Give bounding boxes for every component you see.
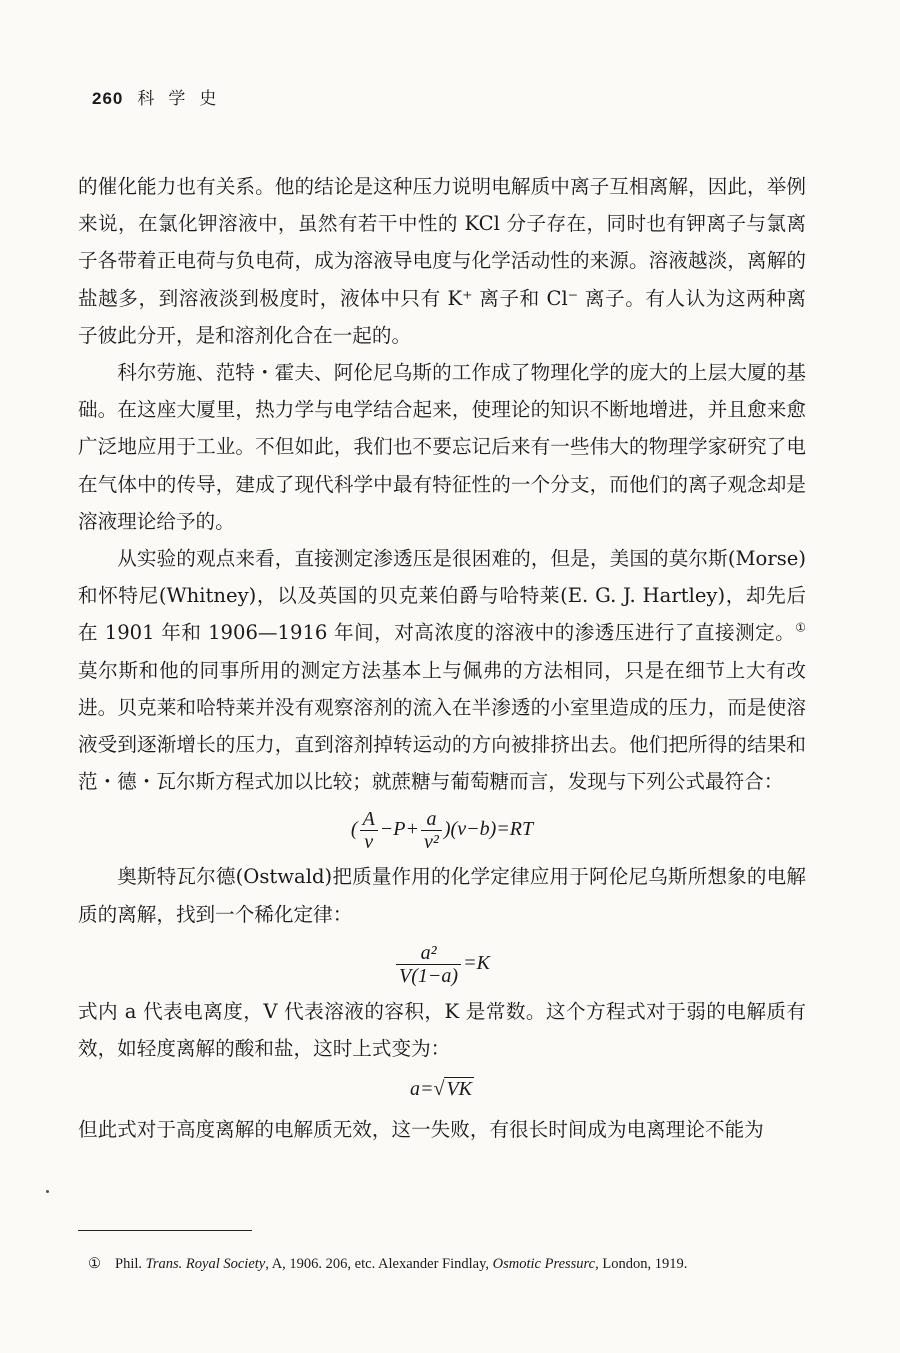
formula1-frac-b-den: v² bbox=[424, 831, 439, 854]
paragraph-2: 科尔劳施、范特・霍夫、阿伦尼乌斯的工作成了物理化学的庞大的上层大厦的基础。在这座大厦里，热力学与电学结合起来，使理论的知识不断地增进，并且愈来愈广泛地应用于工业。不但如此，我们也不要忘记后来有一些伟大的物理学家研究了电在气体中的传导，建成了现代科学中最有特征性的一个分支，而他们的离子观念却是溶液理论给予的。 bbox=[78, 361, 806, 533]
footnote-journal: Trans. Royal Society bbox=[145, 1256, 266, 1272]
formula1-frac-a-den: v bbox=[364, 831, 374, 854]
formula2-rest: =K bbox=[463, 951, 490, 974]
formula2-num: a² bbox=[396, 942, 461, 965]
formula1-frac-a-num: A bbox=[360, 808, 378, 831]
formula1-frac-b-num: a bbox=[421, 808, 442, 831]
formula2-frac bbox=[396, 942, 461, 987]
formula1-mid: −P+ bbox=[379, 818, 420, 841]
formula3-radicand: VK bbox=[446, 1078, 473, 1101]
footnote-part3: , London, 1919. bbox=[595, 1256, 688, 1272]
book-title: 科学史 bbox=[137, 89, 231, 109]
formula3-lhs: a= bbox=[409, 1078, 434, 1101]
footnote bbox=[88, 1256, 808, 1273]
paragraph-3-text-a: 从实验的观点来看，直接测定渗透压是很困难的，但是，美国的莫尔斯(Morse)和怀特尼(Whitney)，以及英国的贝克莱伯爵与哈特莱(E. G. J. Hartley)，却先后在 1901 年和 1906—1916 年间，对高浓度的溶液中的渗透压进行了直接测定。 bbox=[78, 547, 806, 645]
formula-sqrt bbox=[78, 1067, 806, 1111]
formula-dilution-law bbox=[78, 933, 806, 993]
paragraph-1: 的催化能力也有关系。他的结论是这种压力说明电解质中离子互相离解，因此，举例来说，在氯化钾溶液中，虽然有若干中性的 KCl 分子存在，同时也有钾离子与氯离子各带着正电荷与负电荷，成为溶液导电度与化学活动性的来源。溶液越淡，离解的盐越多，到溶液淡到极度时，液体中只有 K⁺ 离子和 Cl⁻ 离子。有人认为这两种离子彼此分开，是和溶剂化合在一起的。 bbox=[78, 175, 806, 347]
paragraph-6: 但此式对于高度离解的电解质无效，这一失败，有很长时间成为电离理论不能为 bbox=[78, 1118, 764, 1142]
page-number: 260 bbox=[92, 89, 124, 108]
formula3-root: √ bbox=[433, 1078, 445, 1101]
running-header bbox=[92, 84, 230, 109]
formula1-frac-a bbox=[360, 808, 378, 853]
footnote-rule bbox=[78, 1230, 252, 1231]
paragraph-4: 奥斯特瓦尔德(Ostwald)把质量作用的化学定律应用于阿伦尼乌斯所想象的电解质的离解，找到一个稀化定律： bbox=[78, 865, 806, 926]
formula1-rest: )(v−b)=RT bbox=[443, 818, 534, 841]
formula-van-der-waals bbox=[78, 800, 806, 858]
paragraph-5: 式内 a 代表电离度，V 代表溶液的容积，K 是常数。这个方程式对于弱的电解质有效，如轻度离解的酸和盐，这时上式变为： bbox=[78, 999, 806, 1061]
formula2-den: V(1−a) bbox=[399, 964, 459, 987]
footnote-book: Osmotic Pressurc bbox=[492, 1256, 596, 1272]
footnote-ref: ① bbox=[795, 620, 806, 635]
page-body bbox=[78, 168, 806, 1148]
formula1-frac-b bbox=[421, 808, 442, 853]
paragraph-3 bbox=[78, 540, 806, 800]
footnote-part2: , A, 1906. 206, etc. Alexander Findlay, bbox=[265, 1256, 493, 1272]
footnote-marker: ① bbox=[88, 1256, 101, 1272]
formula1-open: ( bbox=[350, 818, 358, 841]
margin-speck bbox=[46, 1190, 49, 1193]
footnote-part1: Phil. bbox=[115, 1256, 146, 1272]
paragraph-3-text-b: 莫尔斯和他的同事所用的测定方法基本上与佩弗的方法相同，只是在细节上大有改进。贝克莱和哈特莱并没有观察溶剂的流入在半渗透的小室里造成的压力，而是使溶液受到逐渐增长的压力，直到溶剂掉转运动的方向被排挤出去。他们把所得的结果和范・德・瓦尔斯方程式加以比较；就蔗糖与葡萄糖而言，发现与下列公式最符合： bbox=[78, 658, 806, 794]
